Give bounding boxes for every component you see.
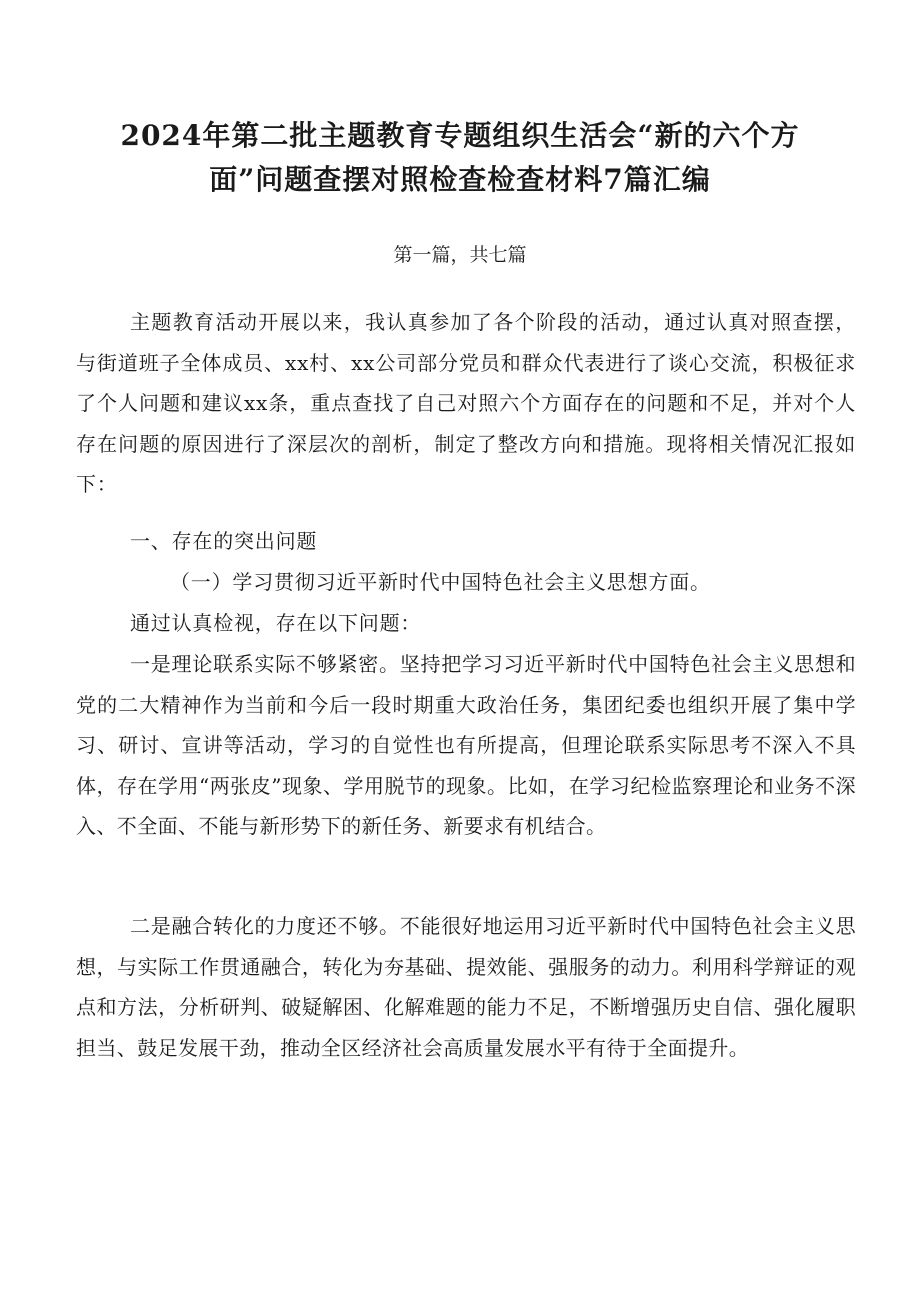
document-title-line-2: 面”问题查摆对照检查检查材料7篇汇编 <box>209 163 711 196</box>
paragraph-issue-1: 一是理论联系实际不够紧密。坚持把学习习近平新时代中国特色社会主义思想和党的二大精神作为当前和今后一段时期重大政治任务，集团纪委也组织开展了集中学习、研讨、宣讲等活动，学习的自觉性也有所提高，但理论联系实际思考不深入不具体，存在学用“两张皮”现象、学用脱节的现象。比如，在学习纪检监察理论和业务不深入、不全面、不能与新形势下的新任务、新要求有机结合。 <box>76 652 856 838</box>
paragraph-issue-2: 二是融合转化的力度还不够。不能很好地运用习近平新时代中国特色社会主义思想，与实际工作贯通融合，转化为夯基础、提效能、强服务的动力。利用科学辩证的观点和方法，分析研判、破疑解困、化解难题的能力不足，不断增强历史自信、强化履职担当、鼓足发展干劲，推动全区经济社会高质量发展水平有待于全面提升。 <box>76 914 856 1060</box>
document-title-line-1: 2024年第二批主题教育专题组织生活会“新的六个方 <box>120 119 800 152</box>
subsection-heading: （一）学习贯彻习近平新时代中国特色社会主义思想方面。 <box>170 570 711 594</box>
section-heading: 一、存在的突出问题 <box>130 529 318 553</box>
document-subtitle: 第一篇，共七篇 <box>393 244 527 266</box>
paragraph-lead: 通过认真检视，存在以下问题： <box>130 611 422 635</box>
paragraph-intro: 主题教育活动开展以来，我认真参加了各个阶段的活动，通过认真对照查摆，与街道班子全体成员、xx村、xx公司部分党员和群众代表进行了谈心交流，积极征求了个人问题和建议xx条，重点查找了自己对照六个方面存在的问题和不足，并对个人存在问题的原因进行了深层次的剖析，制定了整改方向和措施。现将相关情况汇报如下： <box>76 310 856 496</box>
